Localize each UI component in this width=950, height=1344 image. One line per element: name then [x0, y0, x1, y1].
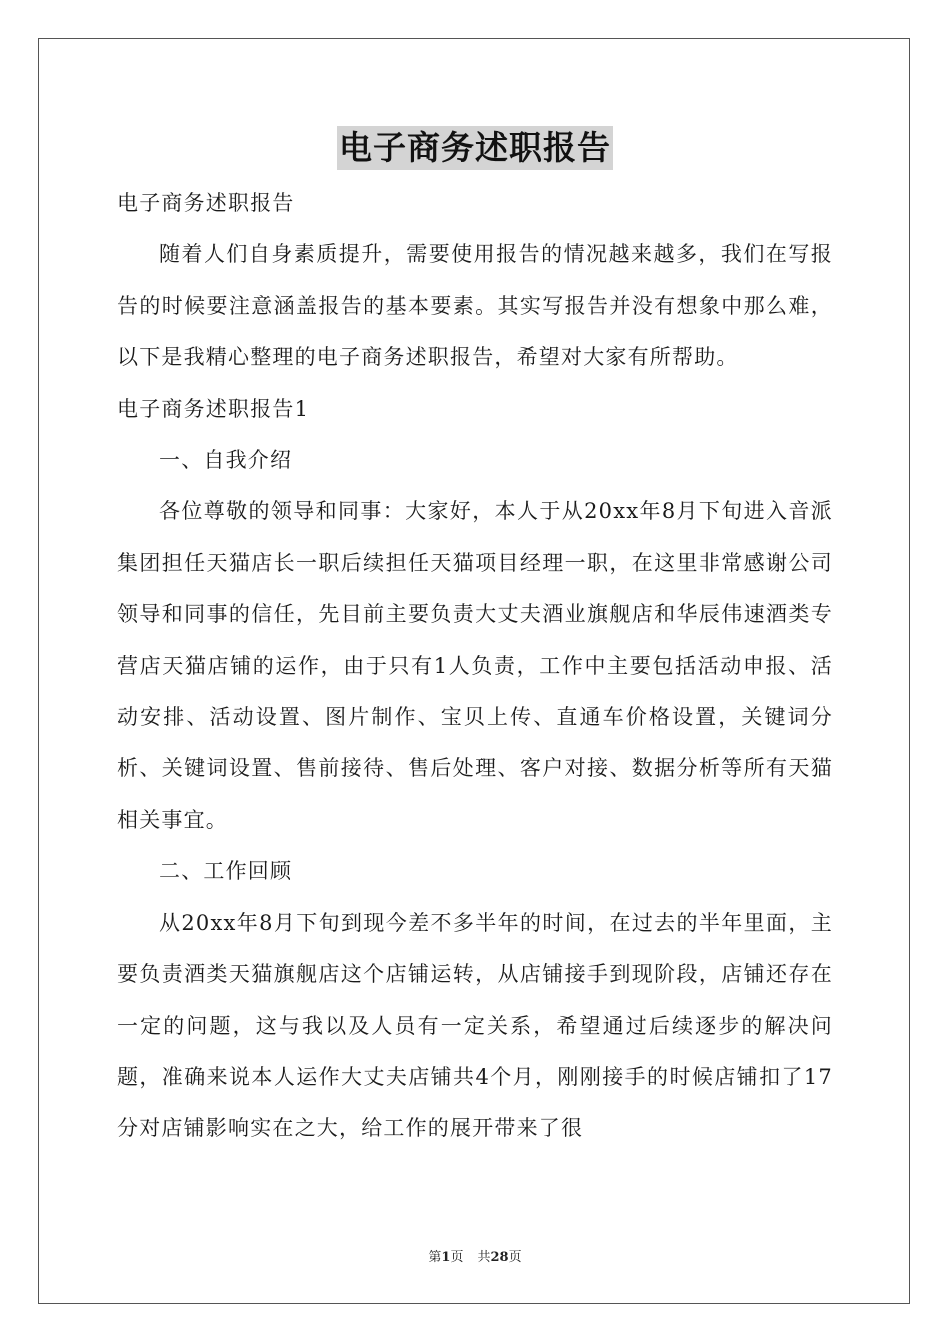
total-suffix: 页	[508, 1250, 522, 1265]
page-footer	[0, 1246, 950, 1265]
title-container	[0, 126, 950, 170]
section-title-1: 电子商务述职报告1	[117, 396, 310, 421]
work-review-paragraph: 从20xx年8月下旬到现今差不多半年的时间，在过去的半年里面，主要负责酒类天猫旗舰店这个店铺运转，从店铺接手到现阶段，店铺还存在一定的问题，这与我以及人员有一定关系，希望通过后续逐步的解决问题，准确来说本人运作大丈夫店铺共4个月，刚刚接手的时候店铺扣了17分对店铺影响实在之大，给工作的展开带来了很	[117, 910, 833, 1141]
intro-paragraph: 随着人们自身素质提升，需要使用报告的情况越来越多，我们在写报告的时候要注意涵盖报告的基本要素。其实写报告并没有想象中那么难，以下是我精心整理的电子商务述职报告，希望对大家有所帮助。	[117, 242, 833, 370]
subtitle-paragraph: 电子商务述职报告	[117, 191, 295, 215]
heading-self-intro: 一、自我介绍	[159, 448, 293, 473]
total-prefix: 共	[477, 1250, 491, 1265]
page-suffix: 页	[450, 1250, 464, 1265]
page-number: 1	[441, 1250, 451, 1265]
document-title: 电子商务述职报告	[337, 126, 613, 170]
heading-work-review: 二、工作回顾	[159, 859, 293, 884]
page-prefix: 第	[428, 1250, 442, 1265]
document-body	[117, 178, 833, 1155]
total-pages: 28	[490, 1250, 509, 1265]
self-intro-paragraph: 各位尊敬的领导和同事：大家好，本人于从20xx年8月下旬进入音派集团担任天猫店长一职后续担任天猫项目经理一职，在这里非常感谢公司领导和同事的信任，先目前主要负责大丈夫酒业旗舰店和华辰伟速酒类专营店天猫店铺的运作，由于只有1人负责，工作中主要包括活动申报、活动安排、活动设置、图片制作、宝贝上传、直通车价格设置，关键词分析、关键词设置、售前接待、售后处理、客户对接、数据分析等所有天猫相关事宜。	[117, 499, 833, 832]
